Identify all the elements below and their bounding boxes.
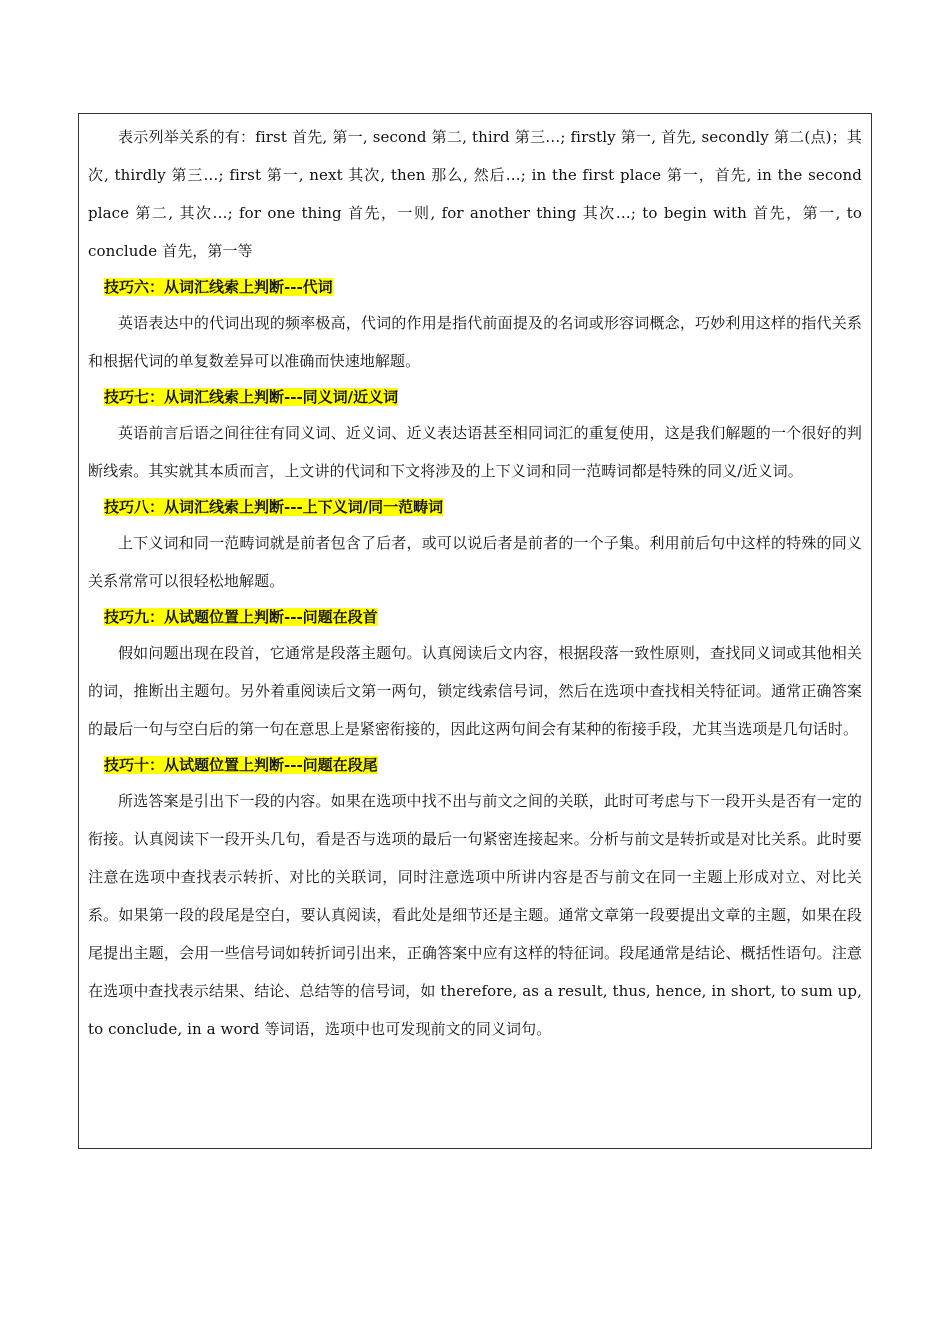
paragraph-paragraph-end: 所选答案是引出下一段的内容。如果在选项中找不出与前文之间的关联，此时可考虑与下一段开头是否有一定的衔接。认真阅读下一段开头几句，看是否与选项的最后一句紧密连接起来。分析与前文是转折或是对比关系。此时要注意在选项中查找表示转折、对比的关联词，同时注意选项中所讲内容是否与前文在同一主题上形成对立、对比关系。如果第一段的段尾是空白，要认真阅读，看此处是细节还是主题。通常文章第一段要提出文章的主题，如果在段尾提出主题，会用一些信号词如转折词引出来，正确答案中应有这样的特征词。段尾通常是结论、概括性语句。注意在选项中查找表示结果、结论、总结等的信号词，如 therefore, as a result, thus, hence, in short, to sum up, to conclude, in a word 等词语，选项中也可发现前文的同义词句。 xyxy=(88,792,862,1038)
paragraph-hyponym: 上下义词和同一范畴词就是前者包含了后者，或可以说后者是前者的一个子集。利用前后句中这样的特殊的同义关系常常可以很轻松地解题。 xyxy=(88,534,862,590)
heading-tip-8 xyxy=(88,490,862,524)
paragraph-synonym: 英语前言后语之间往往有同义词、近义词、近义表达语甚至相同词汇的重复使用，这是我们解题的一个很好的判断线索。其实就其本质而言，上文讲的代词和下文将涉及的上下义词和同一范畴词都是特殊的同义/近义词。 xyxy=(88,424,862,480)
heading-tip-6 xyxy=(88,270,862,304)
heading-tip-7-text: 技巧七：从词汇线索上判断---同义词/近义词 xyxy=(104,388,399,406)
heading-tip-8-text: 技巧八：从词汇线索上判断---上下义词/同一范畴词 xyxy=(104,498,444,516)
paragraph-paragraph-start: 假如问题出现在段首，它通常是段落主题句。认真阅读后文内容，根据段落一致性原则，查找同义词或其他相关的词，推断出主题句。另外着重阅读后文第一两句，锁定线索信号词，然后在选项中查找相关特征词。通常正确答案的最后一句与空白后的第一句在意思上是紧密衔接的，因此这两句间会有某种的衔接手段，尤其当选项是几句话时。 xyxy=(88,644,862,738)
heading-tip-10-text: 技巧十：从试题位置上判断---问题在段尾 xyxy=(104,756,378,774)
paragraph-enumeration: 表示列举关系的有：first 首先, 第一, second 第二, third 第三…; firstly 第一, 首先, secondly 第二(点)；其次, thirdly 第三…; first 第一, next 其次, then 那么, 然后…; in the first place 第一，首先, in the second place 第二, 其次…; for one thing 首先，一则, for another thing 其次…; to begin with 首先，第一, to conclude 首先，第一等 xyxy=(88,128,862,260)
heading-tip-7 xyxy=(88,380,862,414)
paragraph-pronoun: 英语表达中的代词出现的频率极高，代词的作用是指代前面提及的名词或形容词概念，巧妙利用这样的指代关系和根据代词的单复数差异可以准确而快速地解题。 xyxy=(88,314,862,370)
heading-tip-10 xyxy=(88,748,862,782)
heading-tip-9 xyxy=(88,600,862,634)
heading-tip-6-text: 技巧六：从词汇线索上判断---代词 xyxy=(104,278,333,296)
content-frame xyxy=(78,113,872,1149)
heading-tip-9-text: 技巧九：从试题位置上判断---问题在段首 xyxy=(104,608,378,626)
